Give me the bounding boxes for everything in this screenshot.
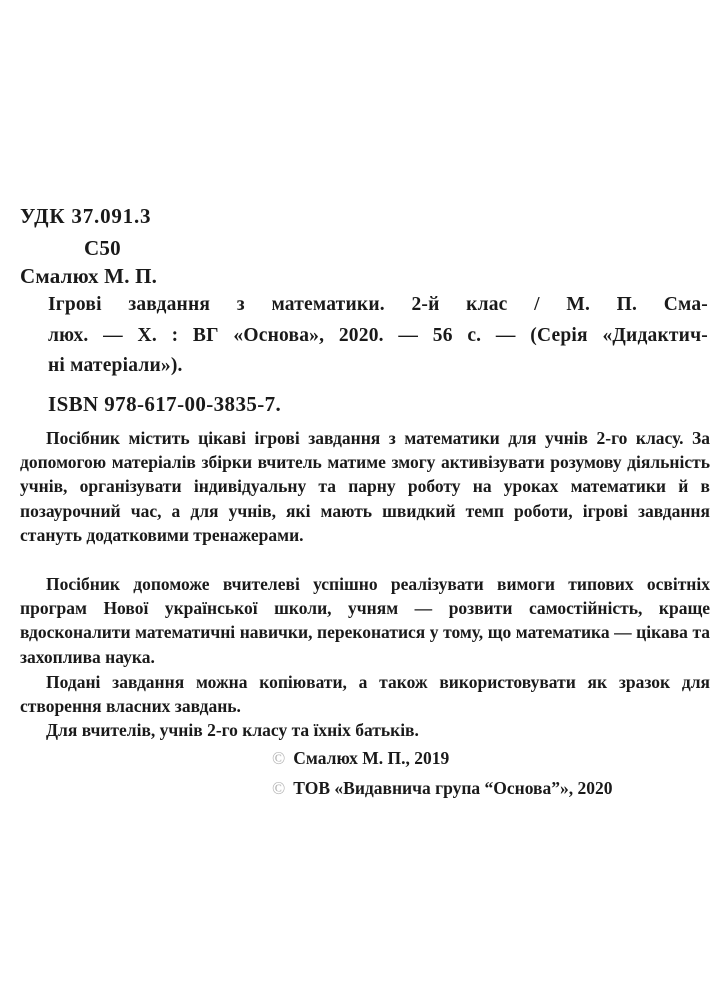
copyright-author	[272, 746, 449, 770]
author-name: Смалюх М. П.	[20, 264, 158, 288]
isbn: ISBN 978-617-00-3835-7.	[48, 392, 282, 416]
udk-code: УДК 37.091.3	[20, 204, 152, 228]
bibliographic-line-2: люх. — Х. : ВГ «Основа», 2020. — 56 с. — (Серія «Дидактич-	[48, 325, 708, 346]
copyright-icon: ©	[272, 748, 286, 768]
copyright-icon: ©	[272, 778, 286, 798]
annotation-paragraph-1: Посібник містить цікаві ігрові завдання з математики для учнів 2-го класу. За допомогою матеріалів збірки вчитель матиме змогу активізувати розумову діяльність учнів, організувати індивідуальну та парну роботу на уроках математики й в позаурочний час, а для учнів, які мають швидкий темп роботи, ігрові завдання стануть додатковими тренажерами.	[20, 428, 710, 545]
author-sign: С50	[84, 236, 121, 260]
bibliographic-line-3: ні матеріали»).	[48, 355, 183, 376]
bibliographic-line-1: Ігрові завдання з математики. 2-й клас / М. П. Сма-	[48, 294, 708, 315]
copyright-publisher	[272, 776, 613, 800]
copyright-publisher-text: ТОВ «Видавнича група “Основа”», 2020	[293, 778, 613, 798]
annotation-audience: Для вчителів, учнів 2-го класу та їхніх батьків.	[46, 720, 419, 740]
copyright-author-text: Смалюх М. П., 2019	[293, 748, 450, 768]
annotation-paragraph-3: Подані завдання можна копіювати, а також використовувати як зразок для створення власних завдань.	[20, 672, 710, 717]
annotation-paragraph-2: Посібник допоможе вчителеві успішно реалізувати вимоги типових освітніх програм Нової української школи, учням — розвити самостійність, краще вдосконалити математичні навички, переконатися у тому, що математика — цікава та захоплива наука.	[20, 574, 710, 667]
